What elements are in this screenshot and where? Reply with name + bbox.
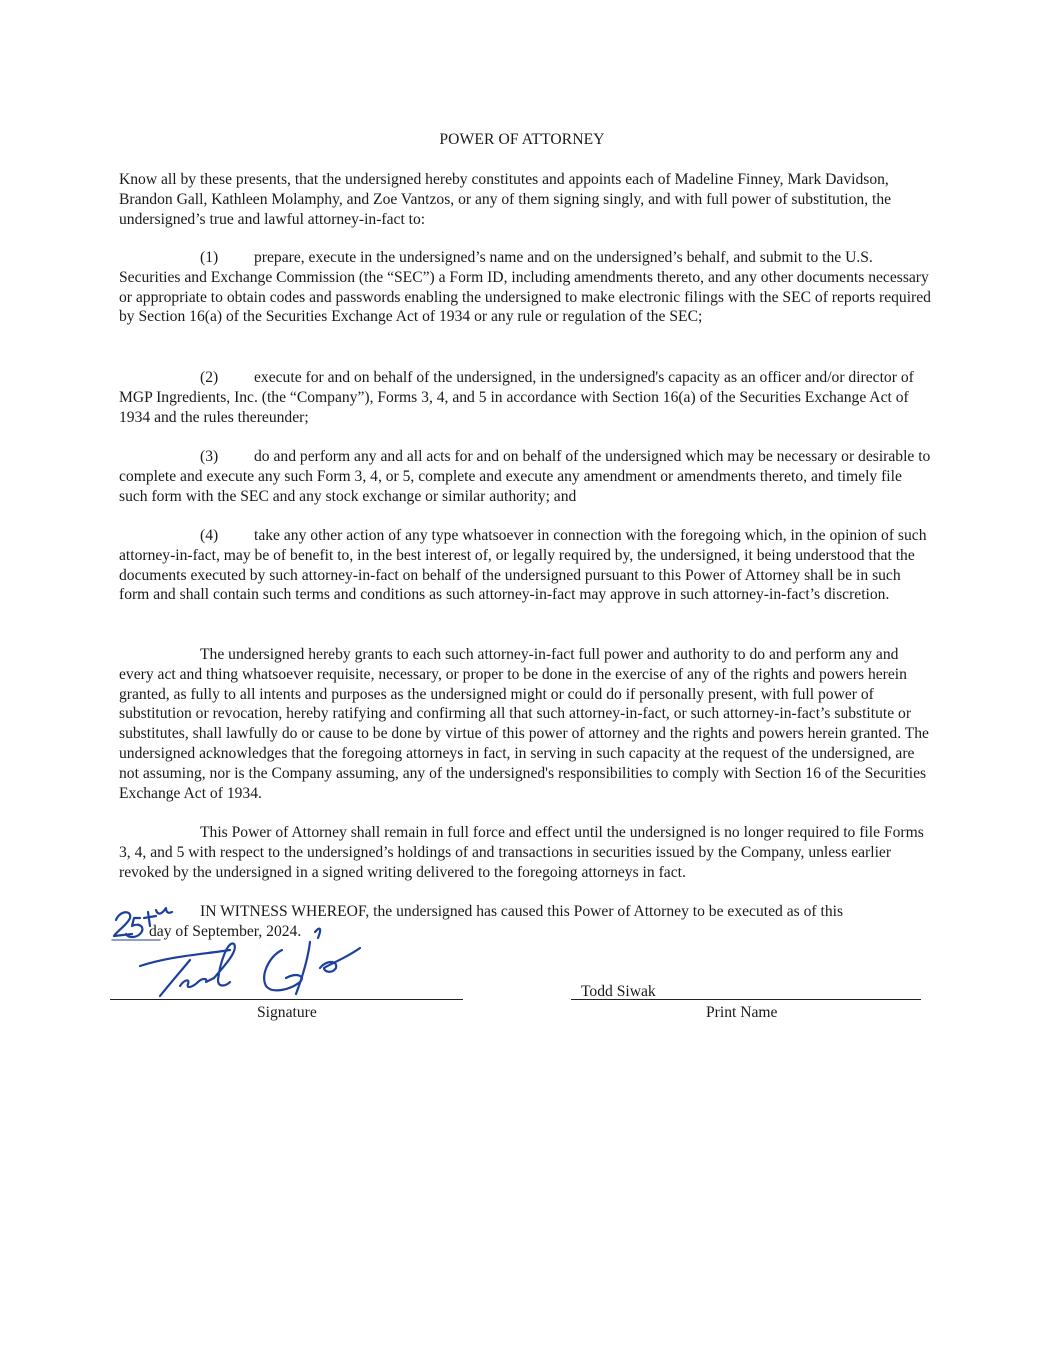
item-text: prepare, execute in the undersigned’s name and on the undersigned’s behalf, and submit to the U.S. Securities and Exchange Commission (the “SEC”) a Form ID, including amendments thereto, and any other documents necessary or appropriate to obtain codes and passwords enabling the undersigned to make electronic filings with the SEC of reports required by Section 16(a) of the Securities Exchange Act of 1934 or any rule or regulation of the SEC; bbox=[119, 249, 931, 326]
item-number: (2) bbox=[200, 369, 219, 386]
document-title: POWER OF ATTORNEY bbox=[439, 131, 605, 148]
print-name-line bbox=[571, 999, 921, 1000]
signature-caption: Signature bbox=[257, 1004, 317, 1021]
print-name-caption: Print Name bbox=[706, 1004, 778, 1021]
item-number: (1) bbox=[200, 249, 219, 266]
intro-paragraph: Know all by these presents, that the undersigned hereby constitutes and appoints each of Madeline Finney, Mark Davidson, Brandon Gall, Kathleen Molamphy, and Zoe Vantzos, or any of them signing singly, and with full power of substitution, the undersigned’s true and lawful attorney-in-fact to: bbox=[119, 171, 892, 228]
witness-line-1: IN WITNESS WHEREOF, the undersigned has caused this Power of Attorney to be executed as of this bbox=[200, 903, 844, 920]
signature-line bbox=[110, 999, 463, 1000]
witness-line-2: day of September, 2024. bbox=[149, 922, 302, 940]
list-item bbox=[119, 248, 931, 327]
item-text: take any other action of any type whatsoever in connection with the foregoing which, in the opinion of such attorney-in-fact, may be of benefit to, in the best interest of, or legally required by, the undersigned, it being understood that the documents executed by such attorney-in-fact on behalf of the undersigned pursuant to this Power of Attorney shall be in such form and shall contain such terms and conditions as such attorney-in-fact may approve in such attorney-in-fact’s discretion. bbox=[119, 527, 927, 604]
handwritten-signature-icon bbox=[110, 898, 390, 998]
printed-name: Todd Siwak bbox=[581, 983, 656, 1000]
item-number: (3) bbox=[200, 448, 219, 465]
list-item bbox=[119, 368, 931, 427]
grant-paragraph: The undersigned hereby grants to each such attorney-in-fact full power and authority to do and perform any and every act and thing whatsoever requisite, necessary, or proper to be done in the exercise of any of the rights and powers herein granted, as fully to all intents and purposes as the undersigned might or could do if personally present, with full power of substitution or revocation, hereby ratifying and confirming all that such attorney-in-fact, or such attorney-in-fact’s substitute or substitutes, shall lawfully do or cause to be done by virtue of this power of attorney and the rights and powers herein granted. The undersigned acknowledges that the foregoing attorneys in fact, in serving in such capacity at the request of the undersigned, are not assuming, nor is the Company assuming, any of the undersigned's responsibilities to comply with Section 16 of the Securities Exchange Act of 1934. bbox=[119, 646, 929, 802]
list-item bbox=[119, 526, 931, 605]
item-text: do and perform any and all acts for and on behalf of the undersigned which may be necessary or desirable to complete and execute any such Form 3, 4, or 5, complete and execute any amendment or amendments thereto, and timely file such form with the SEC and any stock exchange or similar authority; and bbox=[119, 448, 931, 505]
duration-paragraph: This Power of Attorney shall remain in full force and effect until the undersigned is no longer required to file Forms 3, 4, and 5 with respect to the undersigned’s holdings of and transactions in securities issued by the Company, unless earlier revoked by the undersigned in a signed writing delivered to the foregoing attorneys in fact. bbox=[119, 824, 924, 881]
item-number: (4) bbox=[200, 527, 219, 544]
item-text: execute for and on behalf of the undersigned, in the undersigned's capacity as an officer and/or director of MGP Ingredients, Inc. (the “Company”), Forms 3, 4, and 5 in accordance with Section 16(a) of the Securities Exchange Act of 1934 and the rules thereunder; bbox=[119, 369, 914, 426]
list-item bbox=[119, 447, 931, 506]
